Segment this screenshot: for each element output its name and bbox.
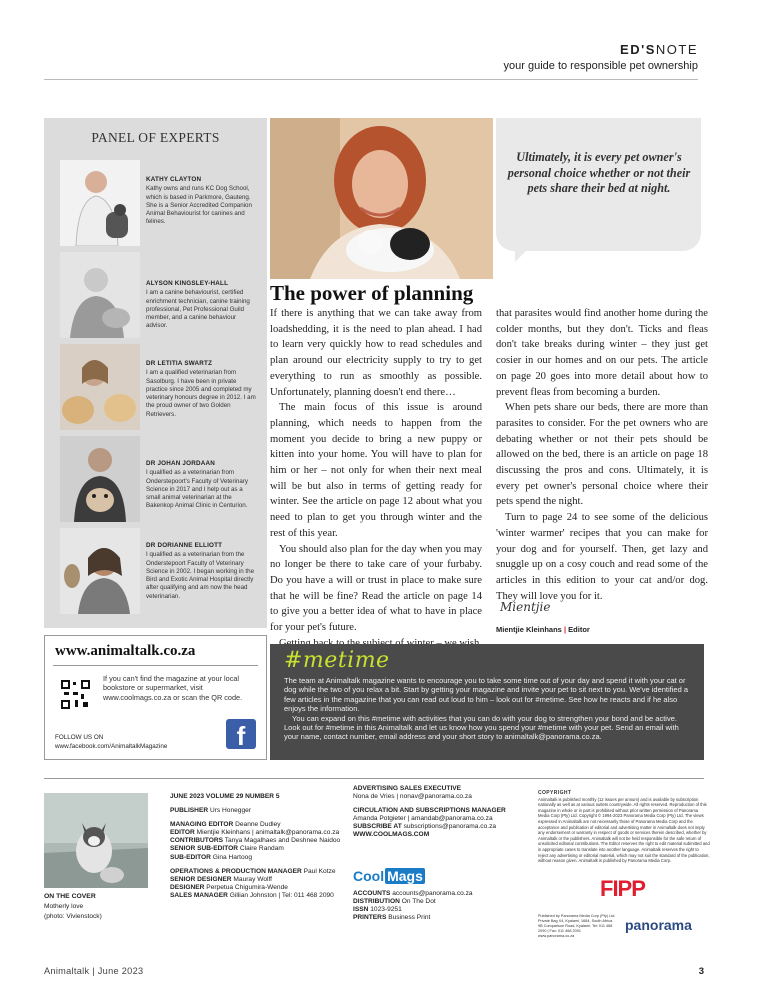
paragraph: The main focus of this issue is around planning, which needs to happen from the moment you decide to bring a new puppy or kitten into your home. You will have to plan for him or her – not only for when their next meal will be but also in terms of getting ready for winter. See the article on page 12 about what you need to plan to get you through winter and the rest of this year.: [270, 402, 482, 539]
expert-card: [54, 528, 264, 616]
fipp-logo: FIPP: [600, 876, 645, 901]
article-column-1: [270, 306, 482, 651]
facebook-icon[interactable]: f: [226, 719, 256, 749]
expert-card: [54, 252, 264, 340]
pullquote-bubble-tail: [515, 248, 529, 262]
paragraph: When pets share our beds, there are more than parasites to consider. For the pet owners who are debating whether or not their pets should be allowed on the bed, there is an article on page 18 discussing the pros and cons. Ultimately, it is every pet owner's personal choice where their pets spend the night.: [496, 402, 708, 508]
expert-photo: [60, 160, 140, 246]
metime-text: The team at Animaltalk magazine wants to encourage you to take some time out of your day and spend it with your cat or dog while the two of you relax a bit. Start by getting your magazine and invite your pet to sit next to you. We've identified a few articles in the magazine that you can read out loud to him – look out for #metime. See how he reacts and if he also enjoys the information. You can expand on this #metime with activities that you can do with your dog to strengthen your bond and be active. Look out for #metime in this Animaltalk and let us know how you spend your #metime with your pet. Send an email with your name, contact number, email address and your short story to animaltalk@panorama.co.za.: [284, 676, 689, 742]
expert-bio: I qualified as a veterinarian from the Onderstepoort Faculty of Veterinary Science in 2002. I began working in the Bird and Exotic Animal Hospital directly after qualifying and am now the head veterinarian.: [146, 551, 255, 600]
website-box: [44, 635, 267, 760]
coolmags-logo: Cool Mags: [353, 868, 423, 884]
expert-bio: I am a canine behaviourist, certified enrichment technician, canine training professional, Pet Professional Guild member, and a canine behaviour advisor.: [146, 289, 250, 330]
expert-name: DR LETITIA SWARTZ: [146, 360, 213, 367]
distribution-credits: ACCOUNTS accounts@panorama.co.za DISTRIBUTION On The Dot ISSN 1023-9251 PRINTERS Business Print: [353, 890, 473, 922]
expert-name: KATHY CLAYTON: [146, 176, 202, 183]
article-headline: The power of planning: [270, 281, 474, 305]
expert-photo: [60, 252, 140, 338]
header-divider: [44, 79, 698, 80]
website-text: If you can't find the magazine at your local bookstore or supermarket, visit www.coolmags.co.za or scan the QR code.: [103, 674, 243, 702]
expert-photo: [60, 528, 140, 614]
editor-signoff: Mientjie Kleinhans | Editor: [496, 625, 590, 634]
facebook-link[interactable]: www.facebook.com/AnimaltalkMagazine: [55, 743, 168, 750]
article-column-2: [496, 306, 708, 604]
expert-name: ALYSON KINGSLEY-HALL: [146, 280, 229, 287]
copyright-notice: COPYRIGHT Animaltalk is published monthly (12 issues per annum) and is available by subscription nationally as well as at various outlets countrywide. All rights reserved. Reproduction of this magazine in whole or in part is prohibited without prior written permission of Panorama Media Corp (Pty) Ltd. Copyright © 1994-2023 Panorama Media Corp (Pty) Ltd. The views expressed in Animaltalk are not necessarily those of Panorama Media Corp and the acceptance and publication of editorial and advertising matter in Animaltalk does not imply any endorsement or warranty in respect of goods or services therein described, whether by Animaltalk or the publishers. Animaltalk will not be held responsible for the safe return of unsolicited editorial contributions. The Editor reserves the right to edit material submitted and in appropriate cases to translate into another language. Animaltalk reserves the right to reject any advertising or editorial material, which may not suit the standard of the publication, without reason given. Animaltalk is published by Panorama Media Corp.: [538, 790, 710, 864]
footer-issue: Animaltalk | June 2023: [44, 966, 144, 976]
page-number: 3: [698, 966, 704, 977]
expert-name: DR DORIANNE ELLIOTT: [146, 542, 223, 549]
panel-of-experts: [44, 118, 267, 628]
expert-card: [54, 344, 264, 432]
paragraph: Turn to page 24 to see some of the delicious 'winter warmer' recipes that you can make for your dog and for yourself. Then, get lazy and snuggle up on a cosy couch and read some of the articles in this edition to your cat and/or dog. They will love you for it.: [496, 512, 708, 602]
masthead-credits: JUNE 2023 VOLUME 29 NUMBER 5 PUBLISHER Urs Honegger MANAGING EDITOR Deanne Dudley EDITOR Mientjie Kleinhans | animaltalk@panorama.co.za CONTRIBUTORS Tanya Magalhaes and Deshnee Naidoo SENIOR SUB-EDITOR Claire Randam SUB-EDITOR Gina Hartoog OPERATIONS & PRODUCTION MANAGER Paul Kotze SENIOR DESIGNER Mauray Wolff DESIGNER Perpetua Chigumira-Wende SALES MANAGER Gillian Johnston | Tel: 011 468 2090: [170, 793, 341, 899]
cover-photo: [44, 793, 148, 888]
expert-photo: [60, 344, 140, 430]
metime-box: [270, 644, 704, 760]
expert-bio: I am a qualified veterinarian from Sasolburg. I have been in private practice since 2005 and completed my veterinary honours degree in 2012. I am the proud owner of two Golden Retrievers.: [146, 369, 256, 418]
cover-caption: ON THE COVER Motherly love (photo: Vivienstock): [44, 893, 102, 920]
paragraph: If there is anything that we can take away from loadshedding, it is the need to plan ahead. I had to learn very quickly how to read schedules and plan around our electricity supply to try to get everything to run as smoothly as possible. Unfortunately, planning doesn't end there…: [270, 308, 482, 398]
expert-bio: Kathy owns and runs KC Dog School, which is based in Parkmore, Gauteng. She is a Senior Accredited Companion Animal Behaviourist for canines and felines.: [146, 185, 252, 226]
expert-bio: I qualified as a veterinarian from Onderstepoort's Faculty of Veterinary Science in 2017 and I help out as a small animal veterinarian at the Bakenkop Animal Clinic in Centurion.: [146, 469, 248, 510]
qr-code-icon[interactable]: [61, 680, 90, 709]
pullquote: Ultimately, it is every pet owner's personal choice whether or not their pets share their bed at night.: [507, 150, 691, 196]
expert-card: [54, 160, 264, 248]
panel-title: PANEL OF EXPERTS: [91, 130, 220, 145]
panorama-logo: panorama: [625, 917, 692, 933]
paragraph: that parasites would find another home during the colder months, but they don't. Ticks and fleas don't take breaks during winter – they just get cosier in our homes and on our pets. The article on page 20 goes into more detail about how to prevent fleas from becoming a burden.: [496, 308, 708, 398]
metime-title: #metime: [284, 648, 390, 673]
website-divider: [53, 665, 258, 666]
section-tagline: your guide to responsible pet ownership: [503, 60, 698, 72]
paragraph: You should also plan for the day when you may no longer be there to take care of your furbaby. Do you have a will or trust in place to make sure that he will be fine? Read the article on page 14 to give you a better idea of what to have in place for your pet's future.: [270, 543, 482, 634]
website-url[interactable]: www.animaltalk.co.za: [55, 643, 196, 659]
sales-credits: ADVERTISING SALES EXECUTIVE Nona de Vries | nonav@panorama.co.za CIRCULATION AND SUBSCRIPTIONS MANAGER Amanda Potgieter | amandab@panorama.co.za SUBSCRIBE AT subscriptions@panorama.co.za WWW.COOLMAGS.COM: [353, 785, 506, 839]
credits-divider: [44, 778, 704, 779]
follow-us: FOLLOW US ON www.facebook.com/AnimaltalkMagazine: [55, 734, 168, 750]
editor-signature: Mientjie: [500, 600, 551, 614]
expert-card: [54, 436, 264, 524]
expert-photo: [60, 436, 140, 522]
section-title: ED'SNOTE: [620, 42, 698, 57]
publisher-address: Published by Panorama Media Corp (Pty) Ltd. Private Bag X4, Kyalami, 1684, South Africa. 9B Comparison Road, Kyalami. Tel: 011 468 2090 | Fax: 011 468 2091 www.panorama.co.za: [538, 914, 616, 938]
editor-photo: [270, 118, 493, 279]
expert-name: DR JOHAN JORDAAN: [146, 460, 215, 467]
